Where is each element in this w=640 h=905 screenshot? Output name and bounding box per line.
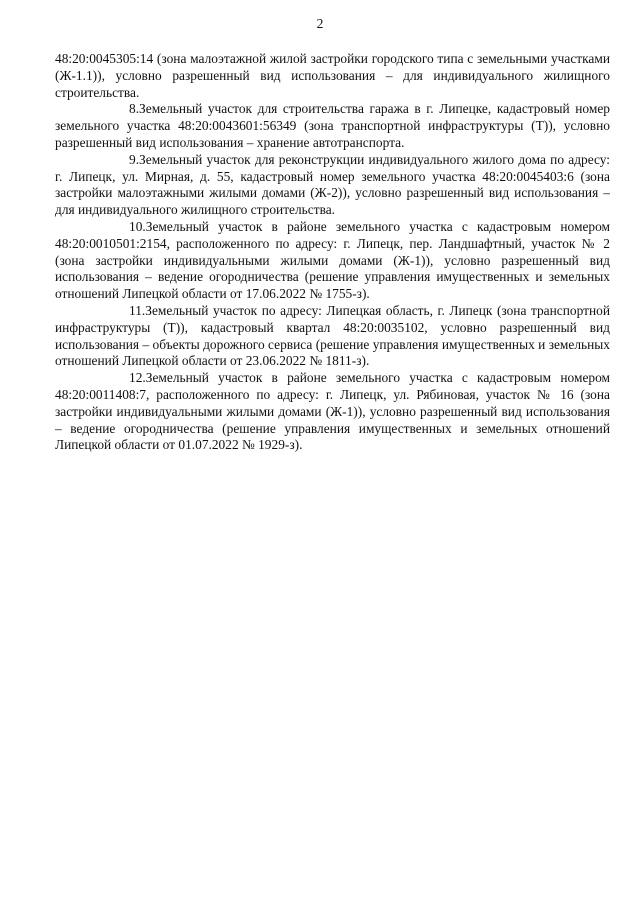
page-number: 2 [316,16,324,31]
list-item-12 [55,370,610,454]
item-text: Земельный участок в районе земельного участка с кадастровым номером 48:20:0011408:7, расположенного по адресу: г. Липецк, ул. Рябиновая, участок № 16 (зона застройки индивидуальными жилыми домами (Ж-1)), условно разрешенный вид использования – ведение огородничества (решение управления имущественных и земельных отношений Липецкой области от 01.07.2022 № 1929-з). [55,370,610,453]
item-text: Земельный участок в районе земельного участка с кадастровым номером 48:20:0010501:2154, расположенного по адресу: г. Липецк, пер. Ландшафтный, участок № 2 (зона застройки индивидуальными жилыми домами (Ж-1)), условно разрешенный вид использования – ведение огородничества (решение управления имущественных и земельных отношений Липецкой области от 17.06.2022 № 1755-з). [55,218,610,302]
item-number: 9. [129,151,140,167]
item-number: 8. [129,101,140,117]
list-item-8 [55,101,610,151]
item-number: 11. [129,302,146,318]
continuation-paragraph: 48:20:0045305:14 (зона малоэтажной жилой застройки городского типа с земельными участками (Ж-1.1)), условно разрешенный вид использования – для индивидуального жилищного строительства. [55,51,610,100]
list-item-11 [55,303,610,370]
item-text: Земельный участок для реконструкции индивидуального жилого дома по адресу: г. Липецк, ул. Мирная, д. 55, кадастровый номер земельного участка 48:20:0045403:6 (зона застройки малоэтажными жилыми домами (Ж-2)), условно разрешенный вид использования – для индивидуального жилищного строительства. [55,151,610,218]
list-item-10 [55,219,610,303]
document-body [55,51,610,454]
item-number: 12. [129,370,146,386]
item-number: 10. [129,218,146,234]
item-text: Земельный участок по адресу: Липецкая область, г. Липецк (зона транспортной инфраструктуры (Т)), кадастровый квартал 48:20:0035102, условно разрешенный вид использования – объекты дорожного сервиса (решение управления имущественных и земельных отношений Липецкой области от 23.06.2022 № 1811-з). [55,302,610,369]
item-text: Земельный участок для строительства гаража в г. Липецке, кадастровый номер земельного участка 48:20:0043601:56349 (зона транспортной инфраструктуры (Т)), условно разрешенный вид использования – хранение автотранспорта. [55,101,610,150]
list-item-9 [55,152,610,219]
